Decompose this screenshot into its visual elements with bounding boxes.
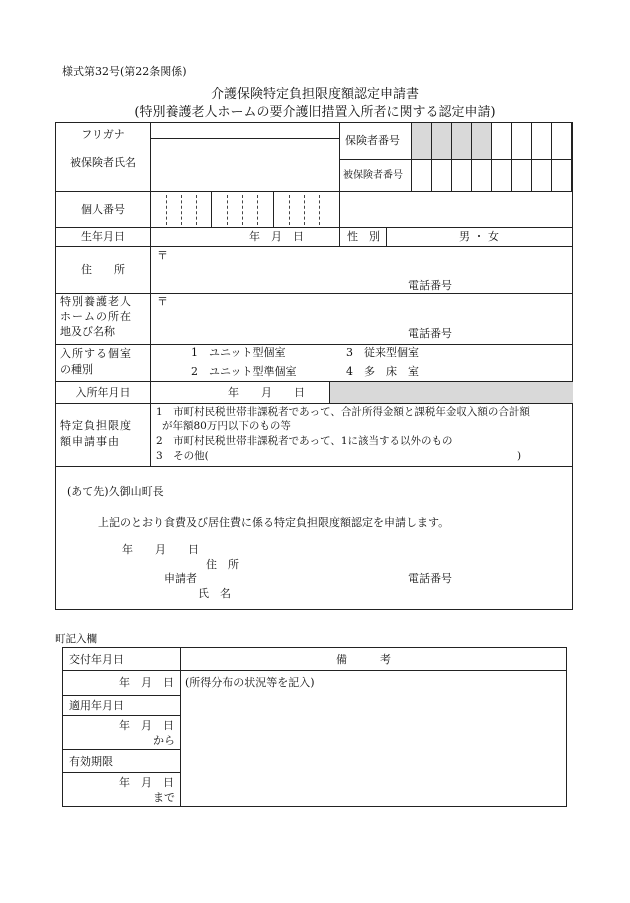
application-statement: 上記のとおり食費及び居住費に係る特定負担限度額認定を申請します。 bbox=[98, 516, 450, 529]
admission-date-shade bbox=[329, 381, 573, 403]
room-option-3[interactable]: 3 従来型個室 bbox=[346, 346, 419, 359]
reason-3[interactable]: 3 その他( bbox=[156, 450, 209, 462]
gender-label: 性 別 bbox=[347, 230, 380, 243]
remarks-label: 備 考 bbox=[336, 653, 391, 666]
room-option-2[interactable]: 2 ユニット型準個室 bbox=[191, 365, 297, 378]
application-form bbox=[55, 122, 573, 610]
to-label: まで bbox=[153, 791, 175, 804]
form-number: 様式第32号(第22条関係) bbox=[62, 65, 187, 78]
reason-1[interactable]: 1 市町村民税世帯非課税者であって、合計所得金額と課税年金収入額の合計額 bbox=[156, 406, 530, 418]
sign-date[interactable]: 年 月 日 bbox=[122, 543, 199, 556]
reason-2[interactable]: 2 市町村民税世帯非課税者であって、1に該当する以外のもの bbox=[156, 435, 453, 447]
apply-from-date[interactable]: 年 月 日 bbox=[119, 719, 174, 732]
applicant-label: 申請者 bbox=[164, 572, 197, 585]
postal-mark: 〒 bbox=[157, 249, 168, 262]
reason-label-line2: 額申請事由 bbox=[60, 435, 120, 448]
issue-date-value[interactable]: 年 月 日 bbox=[119, 676, 174, 689]
office-section-label: 町記入欄 bbox=[55, 633, 97, 645]
admission-date-value[interactable]: 年 月 日 bbox=[228, 386, 305, 399]
phone-label: 電話番号 bbox=[408, 279, 452, 292]
remarks-note: (所得分布の状況等を記入) bbox=[185, 676, 315, 689]
admission-date-label: 入所年月日 bbox=[75, 386, 131, 399]
facility-label-line2: ホームの所在 bbox=[60, 310, 132, 323]
reason-3-close: ) bbox=[517, 450, 522, 462]
form-title: 介護保険特定負担限度額認定申請書 bbox=[210, 87, 419, 102]
furigana-label: フリガナ bbox=[81, 128, 125, 141]
form-subtitle: (特別養護老人ホームの要介護旧措置入所者に関する認定申請) bbox=[134, 105, 496, 120]
gender-value[interactable]: 男 ・ 女 bbox=[459, 230, 499, 243]
apply-date-label: 適用年月日 bbox=[69, 699, 124, 712]
office-use-table bbox=[62, 647, 567, 807]
facility-label-line1: 特別養護老人 bbox=[60, 295, 132, 308]
applicant-name-label: 氏 名 bbox=[198, 587, 231, 600]
valid-label: 有効期限 bbox=[69, 755, 113, 768]
from-label: から bbox=[153, 734, 175, 747]
issue-date-label: 交付年月日 bbox=[69, 653, 124, 666]
birth-date-value[interactable]: 年 月 日 bbox=[249, 230, 304, 243]
birth-date-label: 生年月日 bbox=[81, 230, 125, 243]
room-type-label-line1: 入所する個室 bbox=[60, 347, 132, 360]
room-option-4[interactable]: 4 多 床 室 bbox=[346, 365, 419, 378]
insurer-number-label: 保険者番号 bbox=[345, 134, 400, 147]
applicant-address-label: 住 所 bbox=[206, 558, 239, 571]
facility-label-line3: 地及び名称 bbox=[60, 325, 115, 338]
valid-to-date[interactable]: 年 月 日 bbox=[119, 776, 174, 789]
facility-postal-mark: 〒 bbox=[157, 295, 168, 308]
applicant-phone-label: 電話番号 bbox=[408, 572, 452, 585]
reason-1-cont: が年額80万円以下のもの等 bbox=[162, 420, 291, 432]
personal-number-label: 個人番号 bbox=[81, 203, 125, 216]
insured-number-label: 被保険者番号 bbox=[343, 170, 403, 181]
insured-name-label: 被保険者氏名 bbox=[70, 156, 136, 169]
facility-phone-label: 電話番号 bbox=[408, 327, 452, 340]
address-label: 住 所 bbox=[81, 263, 125, 276]
room-option-1[interactable]: 1 ユニット型個室 bbox=[191, 346, 286, 359]
addressee: (あて先)久御山町長 bbox=[67, 485, 164, 498]
room-type-label-line2: の種別 bbox=[60, 363, 93, 376]
reason-label-line1: 特定負担限度 bbox=[60, 419, 132, 432]
